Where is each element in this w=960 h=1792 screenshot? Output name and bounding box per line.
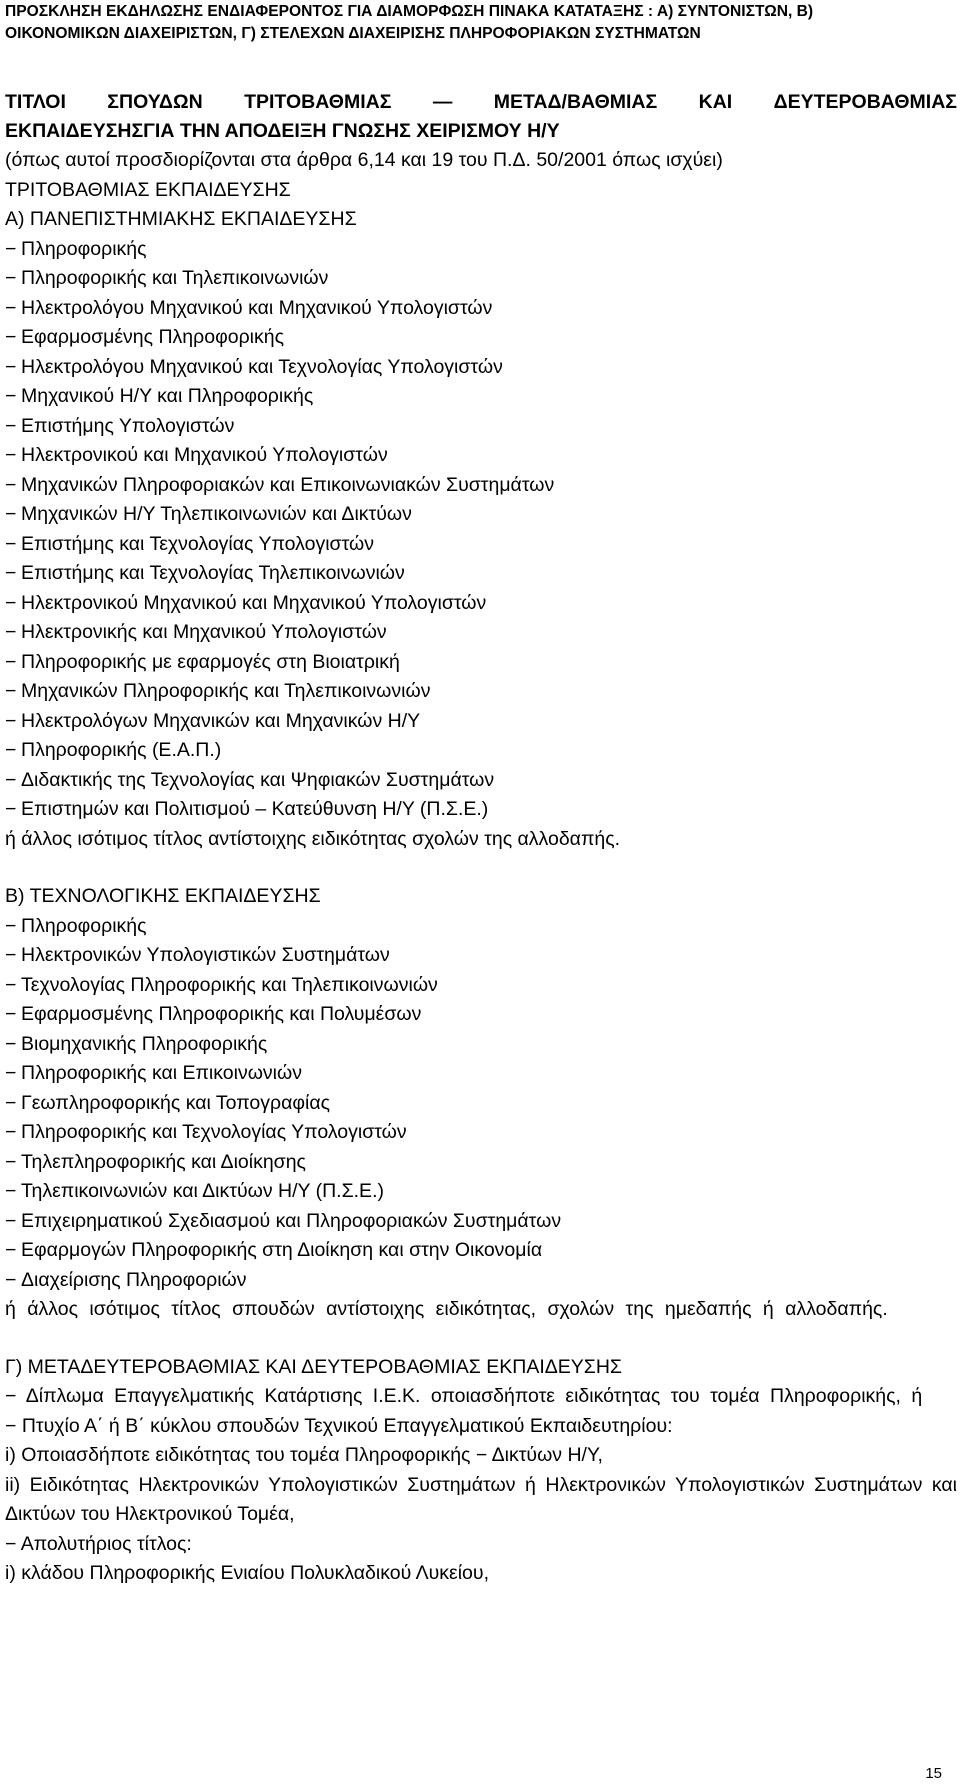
section-b-item-text: Πληροφορικής <box>21 914 147 937</box>
section-c-item-2-ii: ii) Ειδικότητας Ηλεκτρονικών Υπολογιστικών Συστημάτων ή Ηλεκτρονικών Υπολογιστικών Συστημάτων και Δικτύων του Ηλεκτρονικού Τομέα, <box>5 1473 957 1525</box>
section-a-list-item <box>5 618 960 648</box>
section-a-item-text: Διδακτικής της Τεχνολογίας και Ψηφιακών Συστημάτων <box>21 768 495 791</box>
title-word: ΔΕΥΤΕΡΟΒΑΘΜΙΑΣ <box>773 91 957 113</box>
section-b-item-text: Τηλεπικοινωνιών και Δικτύων Η/Υ (Π.Σ.Ε.) <box>21 1180 384 1202</box>
section-a-list-item <box>5 500 960 530</box>
section-a-item-text: Εφαρμοσμένης Πληροφορικής <box>21 326 284 348</box>
section-a-item-text: Μηχανικού Η/Υ και Πληροφορικής <box>21 385 314 407</box>
dash: − <box>5 1385 17 1407</box>
section-b-item-text: Γεωπληροφορικής και Τοπογραφίας <box>21 1091 331 1114</box>
section-b-item-text: Βιομηχανικής Πληροφορικής <box>21 1032 268 1055</box>
section-b-item-text: Εφαρμογών Πληροφορικής στη Διοίκηση και στην Οικονομία <box>21 1239 543 1261</box>
section-a-list-item <box>5 471 960 501</box>
header-line-2: ΟΙΚΟΝΟΜΙΚΩΝ ΔΙΑΧΕΙΡΙΣΤΩΝ, Γ) ΣΤΕΛΕΧΩΝ ΔΙΑΧΕΙΡΙΣΗΣ ΠΛΗΡΟΦΟΡΙΑΚΩΝ ΣΥΣΤΗΜΑΤΩΝ <box>5 25 701 42</box>
dash: − <box>5 709 17 732</box>
section-a-list-item <box>5 412 960 442</box>
document-title <box>5 88 960 146</box>
section-b-item-text: Εφαρμοσμένης Πληροφορικής και Πολυμέσων <box>21 1003 422 1025</box>
section-c-item-2 <box>5 1412 957 1442</box>
section-b-item-text: Πληροφορικής και Τεχνολογίας Υπολογιστών <box>21 1121 407 1143</box>
dash: − <box>5 1003 17 1025</box>
section-a-list-item <box>5 530 960 560</box>
section-a-list-item <box>5 382 960 412</box>
section-c-item-2-text: Πτυχίο Α΄ ή Β΄ κύκλου σπουδών Τεχνικού Επαγγελματικού Εκπαιδευτηρίου: <box>21 1414 673 1437</box>
section-a-closing: ή άλλος ισότιμος τίτλος αντίστοιχης ειδικότητας σχολών της αλλοδαπής. <box>5 827 621 850</box>
section-c-item-1 <box>5 1382 957 1412</box>
section-a-list-item <box>5 677 960 707</box>
dash: − <box>5 237 17 260</box>
title-word: ΤΡΙΤΟΒΑΘΜΙΑΣ <box>244 91 392 113</box>
dash: − <box>5 973 17 996</box>
dash: − <box>5 414 17 437</box>
section-a-item-text: Μηχανικών Πληροφορικής και Τηλεπικοινωνιών <box>21 680 431 702</box>
section-c-item-3-i: i) κλάδου Πληροφορικής Ενιαίου Πολυκλαδικού Λυκείου, <box>5 1562 489 1584</box>
section-a-list-item <box>5 736 960 766</box>
section-a-list-item <box>5 648 960 678</box>
section-a-list-item <box>5 294 960 324</box>
dash: − <box>5 944 17 966</box>
section-b-list-item <box>5 1000 960 1030</box>
title-word: ΤΙΤΛΟΙ <box>5 91 66 113</box>
header-line-1: ΠΡΟΣΚΛΗΣΗ ΕΚΔΗΛΩΣΗΣ ΕΝΔΙΑΦΕΡΟΝΤΟΣ ΓΙΑ ΔΙΑΜΟΡΦΩΣΗ ΠΙΝΑΚΑ ΚΑΤΑΤΑΞΗΣ : Α) ΣΥΝΤΟΝΙΣΤΩΝ, Β) <box>5 3 814 20</box>
dash: − <box>5 621 17 643</box>
tertiary-heading: ΤΡΙΤΟΒΑΘΜΙΑΣ ΕΚΠΑΙΔΕΥΣΗΣ <box>5 178 291 201</box>
section-a-list-item <box>5 559 960 589</box>
dash: − <box>5 532 17 555</box>
dash: − <box>5 1180 17 1202</box>
dash: − <box>5 1209 17 1232</box>
section-a-item-text: Πληροφορικής <box>21 237 147 260</box>
section-a-item-text: Ηλεκτρονικού Μηχανικού και Μηχανικού Υπολογιστών <box>21 591 487 614</box>
section-a-item-text: Πληροφορικής (Ε.Α.Π.) <box>21 739 222 761</box>
dash: − <box>5 562 17 584</box>
section-a-item-text: Επιστήμης και Τεχνολογίας Τηλεπικοινωνιών <box>21 562 405 584</box>
section-c-item-3 <box>5 1530 957 1560</box>
section-a-list-item <box>5 441 960 471</box>
dash: − <box>5 385 17 407</box>
title-word: — <box>432 91 453 113</box>
dash: − <box>5 1121 17 1143</box>
section-a-item-text: Ηλεκτρολόγων Μηχανικών και Μηχανικών Η/Υ <box>21 709 421 732</box>
section-c-item-3-text: Απολυτήριος τίτλος: <box>20 1532 192 1555</box>
section-a-item-text: Μηχανικών Πληροφοριακών και Επικοινωνιακών Συστημάτων <box>21 473 555 496</box>
title-line-2: ΕΚΠΑΙΔΕΥΣΗΣΓΙΑ ΤΗΝ ΑΠΟΔΕΙΞΗ ΓΝΩΣΗΣ ΧΕΙΡΙΣΜΟΥ Η/Υ <box>5 120 560 142</box>
dash: − <box>5 1062 17 1084</box>
section-b-list-item <box>5 1266 960 1296</box>
dash: − <box>5 914 17 937</box>
section-b-list-item <box>5 1118 960 1148</box>
dash: − <box>5 739 17 761</box>
section-a-item-text: Ηλεκτρολόγου Μηχανικού και Μηχανικού Υπολογιστών <box>21 296 493 319</box>
section-c-item-1-text: Δίπλωμα Επαγγελματικής Κατάρτισης Ι.Ε.Κ. οποιασδήποτε ειδικότητας του τομέα Πληροφορικής, ή <box>25 1385 923 1407</box>
section-a-item-text: Πληροφορικής με εφαρμογές στη Βιοιατρική <box>21 650 400 673</box>
dash: − <box>5 1032 17 1055</box>
section-b-list-item <box>5 1089 960 1119</box>
dash: − <box>5 1091 17 1114</box>
dash: − <box>5 768 17 791</box>
section-b-list-item <box>5 1148 960 1178</box>
section-a-item-text: Επιστήμης Υπολογιστών <box>21 414 235 437</box>
section-b-item-text: Ηλεκτρονικών Υπολογιστικών Συστημάτων <box>21 944 390 966</box>
section-a-list-item <box>5 795 960 825</box>
section-a-item-text: Ηλεκτρονικής και Μηχανικού Υπολογιστών <box>21 621 387 643</box>
section-c-item-2-i: i) Οποιασδήποτε ειδικότητας του τομέα Πληροφορικής − Δικτύων Η/Υ, <box>5 1444 603 1466</box>
section-b-list-item <box>5 1236 960 1266</box>
dash: − <box>5 326 17 348</box>
section-b-list <box>5 912 960 1296</box>
dash: − <box>5 1239 17 1261</box>
section-b-item-text: Πληροφορικής και Επικοινωνιών <box>21 1062 302 1084</box>
section-a-list-item <box>5 766 960 796</box>
section-a-list-item <box>5 323 960 353</box>
section-b-item-text: Διαχείρισης Πληροφοριών <box>21 1268 247 1291</box>
section-b-list-item <box>5 941 960 971</box>
dash: − <box>5 444 17 466</box>
dash: − <box>5 1150 17 1173</box>
dash: − <box>5 355 17 378</box>
section-a-item-text: Επιστημών και Πολιτισμού – Κατεύθυνση Η/Υ (Π.Σ.Ε.) <box>21 798 489 820</box>
title-word: ΚΑΙ <box>698 91 733 113</box>
section-b-list-item <box>5 1177 960 1207</box>
dash: − <box>5 267 17 289</box>
section-a-item-text: Ηλεκτρολόγου Μηχανικού και Τεχνολογίας Υπολογιστών <box>21 355 503 378</box>
section-b-item-text: Επιχειρηματικού Σχεδιασμού και Πληροφοριακών Συστημάτων <box>21 1209 562 1232</box>
section-a-item-text: Επιστήμης και Τεχνολογίας Υπολογιστών <box>21 532 374 555</box>
document-header <box>5 1 960 45</box>
section-b-list-item <box>5 912 960 942</box>
section-b-list-item <box>5 1059 960 1089</box>
dash: − <box>5 680 17 702</box>
title-note: (όπως αυτοί προσδιορίζονται στα άρθρα 6,14 και 19 του Π.Δ. 50/2001 όπως ισχύει) <box>5 149 723 171</box>
title-line-1 <box>5 88 957 117</box>
section-b-list-item <box>5 1207 960 1237</box>
dash: − <box>5 1532 17 1555</box>
title-word: ΜΕΤΑΔ/ΒΑΘΜΙΑΣ <box>493 91 658 113</box>
dash: − <box>5 650 17 673</box>
section-a-list-item <box>5 235 960 265</box>
title-word: ΣΠΟΥΔΩΝ <box>107 91 203 113</box>
dash: − <box>5 473 17 496</box>
dash: − <box>5 503 17 525</box>
section-b-list-item <box>5 971 960 1001</box>
section-b-item-text: Τηλεπληροφορικής και Διοίκησης <box>21 1150 306 1173</box>
section-a-list-item <box>5 353 960 383</box>
section-a-item-text: Πληροφορικής και Τηλεπικοινωνιών <box>21 267 329 289</box>
dash: − <box>5 1414 17 1437</box>
page-number: 15 <box>925 1765 942 1782</box>
dash: − <box>5 296 17 319</box>
dash: − <box>5 591 17 614</box>
section-a-item-text: Μηχανικών Η/Υ Τηλεπικοινωνιών και Δικτύων <box>21 503 412 525</box>
section-b-closing: ή άλλος ισότιμος τίτλος σπουδών αντίστοιχης ειδικότητας, σχολών της ημεδαπής ή αλλοδαπής. <box>5 1298 888 1320</box>
dash: − <box>5 798 17 820</box>
section-a-list <box>5 235 960 825</box>
section-a-item-text: Ηλεκτρονικού και Μηχανικού Υπολογιστών <box>21 444 388 466</box>
dash: − <box>5 1268 17 1291</box>
section-a-list-item <box>5 707 960 737</box>
section-b-heading: Β) ΤΕΧΝΟΛΟΓΙΚΗΣ ΕΚΠΑΙΔΕΥΣΗΣ <box>5 885 321 907</box>
section-a-list-item <box>5 589 960 619</box>
section-a-heading: Α) ΠΑΝΕΠΙΣΤΗΜΙΑΚΗΣ ΕΚΠΑΙΔΕΥΣΗΣ <box>5 208 357 230</box>
section-a-list-item <box>5 264 960 294</box>
section-b-list-item <box>5 1030 960 1060</box>
section-c-heading: Γ) ΜΕΤΑΔΕΥΤΕΡΟΒΑΘΜΙΑΣ ΚΑΙ ΔΕΥΤΕΡΟΒΑΘΜΙΑΣ ΕΚΠΑΙΔΕΥΣΗΣ <box>5 1355 622 1378</box>
section-b-item-text: Τεχνολογίας Πληροφορικής και Τηλεπικοινωνιών <box>21 973 438 996</box>
